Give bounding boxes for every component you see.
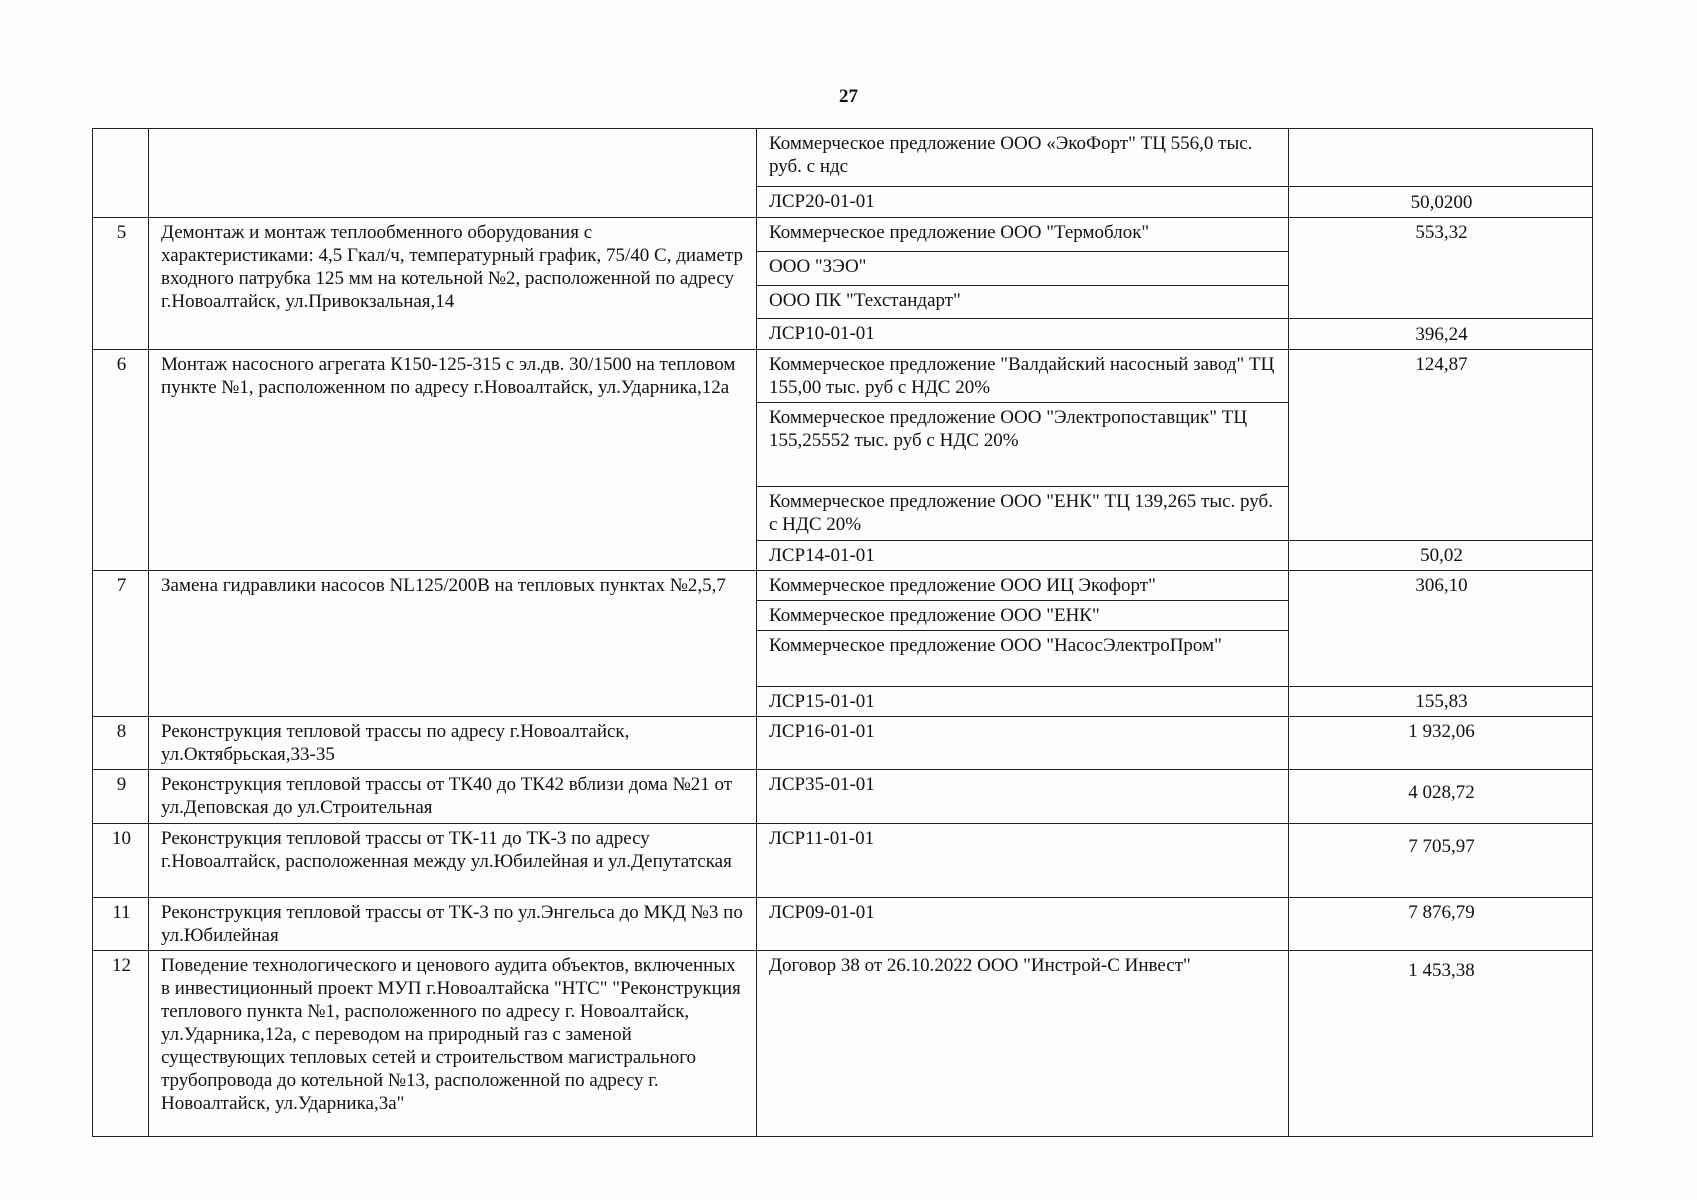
table-row [93,350,1593,403]
value-cell: 306,10 [1289,571,1593,687]
value-cell: 396,24 [1289,319,1593,350]
source-cell: ЛСР15-01-01 [757,687,1289,717]
source-cell: Коммерческое предложение ООО ИЦ Экофорт" [757,571,1289,601]
table-row [93,824,1593,898]
value-cell: 124,87 [1289,350,1593,541]
source-cell: ООО "ЗЭО" [757,252,1289,286]
row-number: 10 [93,824,149,898]
table-row [93,898,1593,951]
table-row [93,571,1593,601]
value-cell: 7 876,79 [1289,898,1593,951]
source-cell: ЛСР10-01-01 [757,319,1289,350]
source-cell: ЛСР35-01-01 [757,770,1289,824]
work-description: Поведение технологического и ценового аудита объектов, включенных в инвестиционный проект МУП г.Новоалтайска "НТС" "Реконструкция теплового пункта №1, расположенного по адресу г. Новоалтайск, ул.Ударника,12а, с переводом на природный газ с заменой существующих тепловых сетей и строительством магистрального трубопровода до котельной №13, расположенной по адресу г. Новоалтайск, ул.Ударника,3а" [149,951,757,1137]
source-cell: Коммерческое предложение ООО "НасосЭлектроПром" [757,631,1289,687]
table-row [93,951,1593,1137]
estimate-table [92,128,1593,1137]
row-number: 11 [93,898,149,951]
source-cell: Коммерческое предложение "Валдайский насосный завод" ТЦ 155,00 тыс. руб с НДС 20% [757,350,1289,403]
value-cell [1289,129,1593,187]
source-cell: Коммерческое предложение ООО «ЭкоФорт" ТЦ 556,0 тыс. руб. с ндс [757,129,1289,187]
table-row [93,770,1593,824]
value-cell: 1 453,38 [1289,951,1593,1137]
table-row [93,717,1593,770]
value-cell: 553,32 [1289,218,1593,319]
source-cell: ЛСР20-01-01 [757,187,1289,218]
source-cell: Коммерческое предложение ООО "ЕНК" ТЦ 139,265 тыс. руб. с НДС 20% [757,487,1289,541]
row-number: 9 [93,770,149,824]
work-description: Реконструкция тепловой трассы от ТК40 до ТК42 вблизи дома №21 от ул.Деповская до ул.Строительная [149,770,757,824]
page-number: 27 [839,86,858,107]
source-cell: ЛСР16-01-01 [757,717,1289,770]
source-cell: Договор 38 от 26.10.2022 ООО "Инстрой-С Инвест" [757,951,1289,1137]
work-description: Реконструкция тепловой трассы по адресу г.Новоалтайск, ул.Октябрьская,33-35 [149,717,757,770]
row-number: 6 [93,350,149,571]
source-cell: Коммерческое предложение ООО "ЕНК" [757,601,1289,631]
row-number: 7 [93,571,149,717]
source-cell: Коммерческое предложение ООО "Термоблок" [757,218,1289,252]
source-cell: ЛСР09-01-01 [757,898,1289,951]
source-cell: ЛСР14-01-01 [757,541,1289,571]
row-number: 8 [93,717,149,770]
row-number: 5 [93,218,149,350]
row-number [93,129,149,218]
table-row [93,129,1593,187]
source-cell: ООО ПК "Техстандарт" [757,286,1289,319]
value-cell: 155,83 [1289,687,1593,717]
value-cell: 50,0200 [1289,187,1593,218]
value-cell: 7 705,97 [1289,824,1593,898]
work-description: Демонтаж и монтаж теплообменного оборудования с характеристиками: 4,5 Гкал/ч, температурный график, 75/40 С, диаметр входного патрубка 125 мм на котельной №2, расположенной по адресу г.Новоалтайск, ул.Привокзальная,14 [149,218,757,350]
work-description: Замена гидравлики насосов NL125/200B на тепловых пунктах №2,5,7 [149,571,757,717]
source-cell: ЛСР11-01-01 [757,824,1289,898]
source-cell: Коммерческое предложение ООО "Электропоставщик" ТЦ 155,25552 тыс. руб с НДС 20% [757,403,1289,487]
table-row [93,218,1593,252]
work-description: Реконструкция тепловой трассы от ТК-3 по ул.Энгельса до МКД №3 по ул.Юбилейная [149,898,757,951]
work-description: Реконструкция тепловой трассы от ТК-11 до ТК-3 по адресу г.Новоалтайск, расположенная между ул.Юбилейная и ул.Депутатская [149,824,757,898]
value-cell: 4 028,72 [1289,770,1593,824]
value-cell: 1 932,06 [1289,717,1593,770]
work-description [149,129,757,218]
value-cell: 50,02 [1289,541,1593,571]
row-number: 12 [93,951,149,1137]
work-description: Монтаж насосного агрегата К150-125-315 с эл.дв. 30/1500 на тепловом пункте №1, расположенном по адресу г.Новоалтайск, ул.Ударника,12а [149,350,757,571]
